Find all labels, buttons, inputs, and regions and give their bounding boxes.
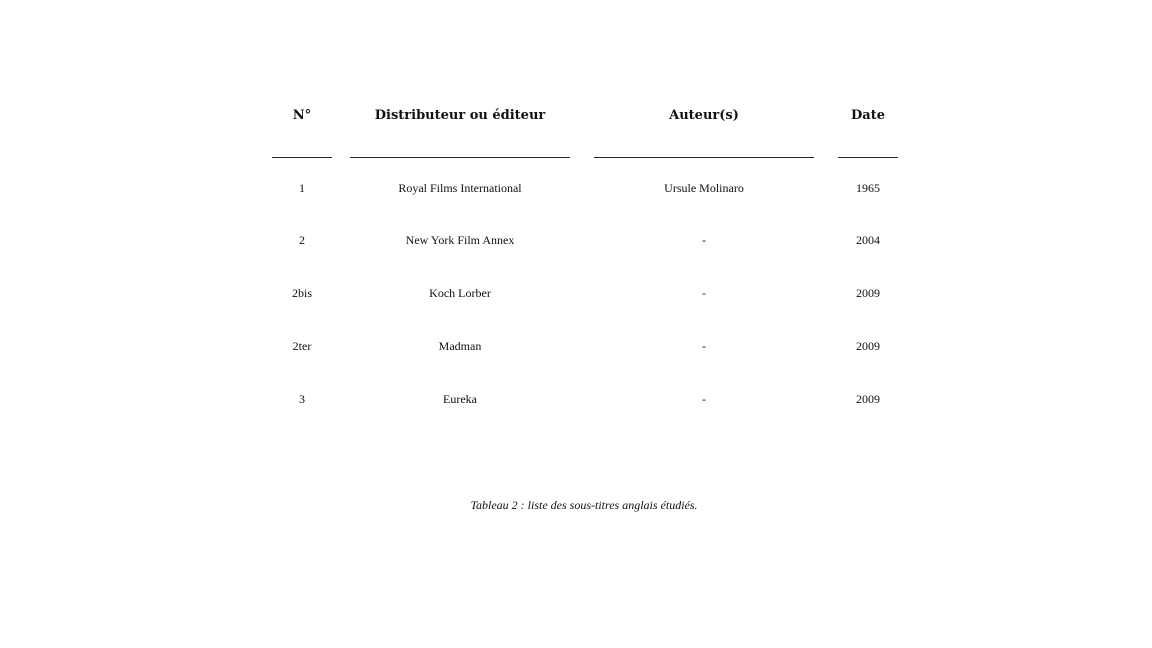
table-cell: 2009 [856,392,880,406]
table-cell: - [702,286,706,300]
table-cell: 2009 [856,339,880,353]
header-rule [272,157,332,158]
header-rule [594,157,814,158]
table-cell: 2bis [291,286,312,300]
table-cell: 2ter [292,339,312,353]
table-cell: - [702,233,706,247]
header-rule [350,157,570,158]
header-authors: Auteur(s) [669,108,739,123]
table-cell: 3 [299,392,305,406]
table-cell: Royal Films International [398,181,522,195]
header-date: Date [851,108,885,123]
table-cell: 2 [299,233,305,247]
table-cell: Koch Lorber [429,286,491,300]
table-caption: Tableau 2 : liste des sous-titres anglais étudiés. [470,498,698,512]
table-cell: 1 [299,181,305,195]
table-cell: 1965 [856,181,880,195]
table-cell: Eureka [443,392,477,406]
table-cell: 2004 [856,233,880,247]
table-cell: - [702,339,706,353]
header-number: N° [292,108,312,123]
table-cell: Ursule Molinaro [664,181,744,195]
table-cell: 2009 [856,286,880,300]
table-cell: - [702,392,706,406]
table-cell: New York Film Annex [405,233,515,247]
table-cell: Madman [438,339,482,353]
header-distributor: Distributeur ou éditeur [374,108,546,123]
header-rule [838,157,898,158]
